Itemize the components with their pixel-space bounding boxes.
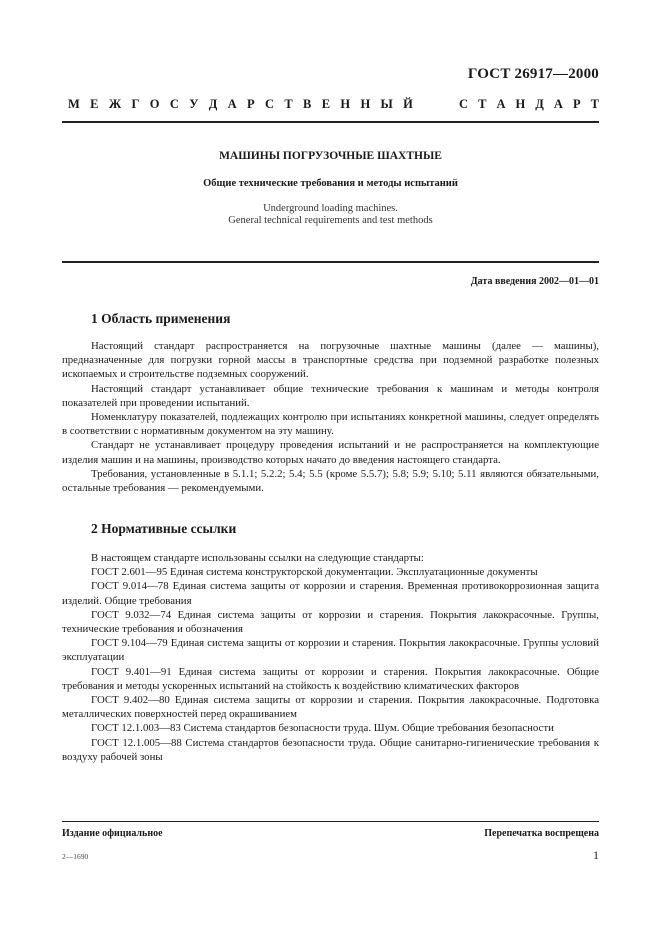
banner-letter: Н — [340, 97, 351, 111]
reference-item: ГОСТ 9.014—78 Единая система защиты от коррозии и старения. Временная противокоррозионная защита изделий. Общие требования — [62, 580, 599, 607]
banner-letter: Н — [360, 97, 371, 111]
banner-letter: А — [553, 97, 563, 111]
reference-item: ГОСТ 12.1.005—88 Система стандартов безопасности труда. Общие санитарно-гигиенические требования к воздуху рабочей зоны — [62, 736, 599, 763]
top-rule — [62, 121, 599, 123]
banner-letter: Ы — [380, 97, 393, 111]
banner-letter: У — [189, 97, 199, 111]
paragraph: Номенклатуру показателей, подлежащих контролю при испытаниях конкретной машины, следует определять в соответствии с нормативным документом на эту машину. — [62, 411, 599, 438]
paragraph: Настоящий стандарт распространяется на погрузочные шахтные машины (далее — машины), предназначенные для погрузки горной массы в транспортные средства при подземной разработке полезных ископаемых и строительстве подземных сооружений. — [62, 340, 599, 381]
paragraph: Требования, установленные в 5.1.1; 5.2.2; 5.4; 5.5 (кроме 5.5.7); 5.8; 5.9; 5.10; 5.11 являются обязательными, остальные требования — рекомендуемыми. — [62, 467, 599, 495]
banner-letter: Н — [515, 97, 526, 111]
english-title — [0, 203, 661, 227]
bottom-rule — [62, 821, 599, 822]
document-title: МАШИНЫ ПОГРУЗОЧНЫЕ ШАХТНЫЕ — [219, 150, 442, 162]
banner-letter: Ж — [108, 97, 122, 111]
reference-item: ГОСТ 12.1.003—83 Система стандартов безопасности труда. Шум. Общие требования безопасности — [91, 722, 554, 735]
banner-letter: М — [68, 97, 80, 111]
print-order-number: 2—1690 — [62, 852, 89, 861]
section-1-body — [62, 339, 599, 495]
document-subtitle: Общие технические требования и методы испытаний — [203, 178, 458, 189]
banner-letter: Р — [572, 97, 581, 111]
paragraph: Стандарт не устанавливает процедуру проведения испытаний и не распространяется на комплектующие изделия машин и на машины, производство которых начато до введения настоящего стандарта. — [62, 439, 599, 466]
section-1-heading: 1 Область применения — [91, 311, 231, 326]
banner-letter: Г — [131, 97, 140, 111]
interstate-word — [68, 97, 413, 112]
banner-letter: С — [459, 97, 469, 111]
reference-item: ГОСТ 9.402—80 Единая система защиты от коррозии и старения. Покрытия лакокрасочные. Подготовка металлических поверхностей перед окрашиванием — [62, 694, 599, 721]
page-number: 1 — [593, 848, 599, 862]
reference-item: ГОСТ 9.032—74 Единая система защиты от коррозии и старения. Покрытия лакокрасочные. Группы, технические требования и обозначения — [62, 608, 599, 636]
banner-letter: О — [149, 97, 160, 111]
official-edition-label: Издание официальное — [62, 828, 163, 839]
paragraph: Настоящий стандарт устанавливает общие технические требования к машинам и методы контроля показателей при проведении испытаний. — [62, 382, 599, 409]
middle-rule — [62, 261, 599, 263]
section-2-body — [62, 551, 599, 764]
reference-item: ГОСТ 2.601—95 Единая система конструкторской документации. Эксплуатационные документы — [91, 566, 538, 579]
banner-letter: В — [303, 97, 312, 111]
banner-letter: С — [169, 97, 179, 111]
banner-letter: Т — [590, 97, 599, 111]
banner-letter: Д — [535, 97, 544, 111]
banner-letter: Т — [478, 97, 487, 111]
english-title-line: General technical requirements and test methods — [228, 215, 433, 226]
banner-letter: Е — [90, 97, 99, 111]
introduction-date: Дата введения 2002—01—01 — [470, 276, 599, 287]
banner-letter: Е — [321, 97, 331, 111]
banner-letter: Й — [403, 97, 413, 111]
paragraph: В настоящем стандарте использованы ссылки на следующие стандарты: — [91, 552, 424, 564]
gost-code: ГОСТ 26917—2000 — [467, 66, 599, 82]
banner-letter: А — [496, 97, 506, 111]
banner-letter: Р — [247, 97, 255, 111]
reference-item: ГОСТ 9.104—79 Единая система защиты от коррозии и старения. Покрытия лакокрасочные. Группы условий эксплуатации — [62, 637, 599, 664]
english-title-line: Underground loading machines. — [263, 203, 398, 214]
reprint-prohibited-label: Перепечатка воспрещена — [484, 828, 599, 839]
standard-word — [459, 97, 599, 112]
section-2-heading: 2 Нормативные ссылки — [91, 521, 237, 536]
interstate-standard-banner — [68, 97, 599, 112]
banner-letter: Т — [284, 97, 293, 111]
banner-letter: С — [265, 97, 275, 111]
banner-letter: А — [227, 97, 237, 111]
reference-item: ГОСТ 9.401—91 Единая система защиты от коррозии и старения. Покрытия лакокрасочные. Общие требования и методы ускоренных испытаний на стойкость к воздействию климатических факторов — [62, 665, 599, 692]
banner-letter: Д — [208, 97, 218, 111]
